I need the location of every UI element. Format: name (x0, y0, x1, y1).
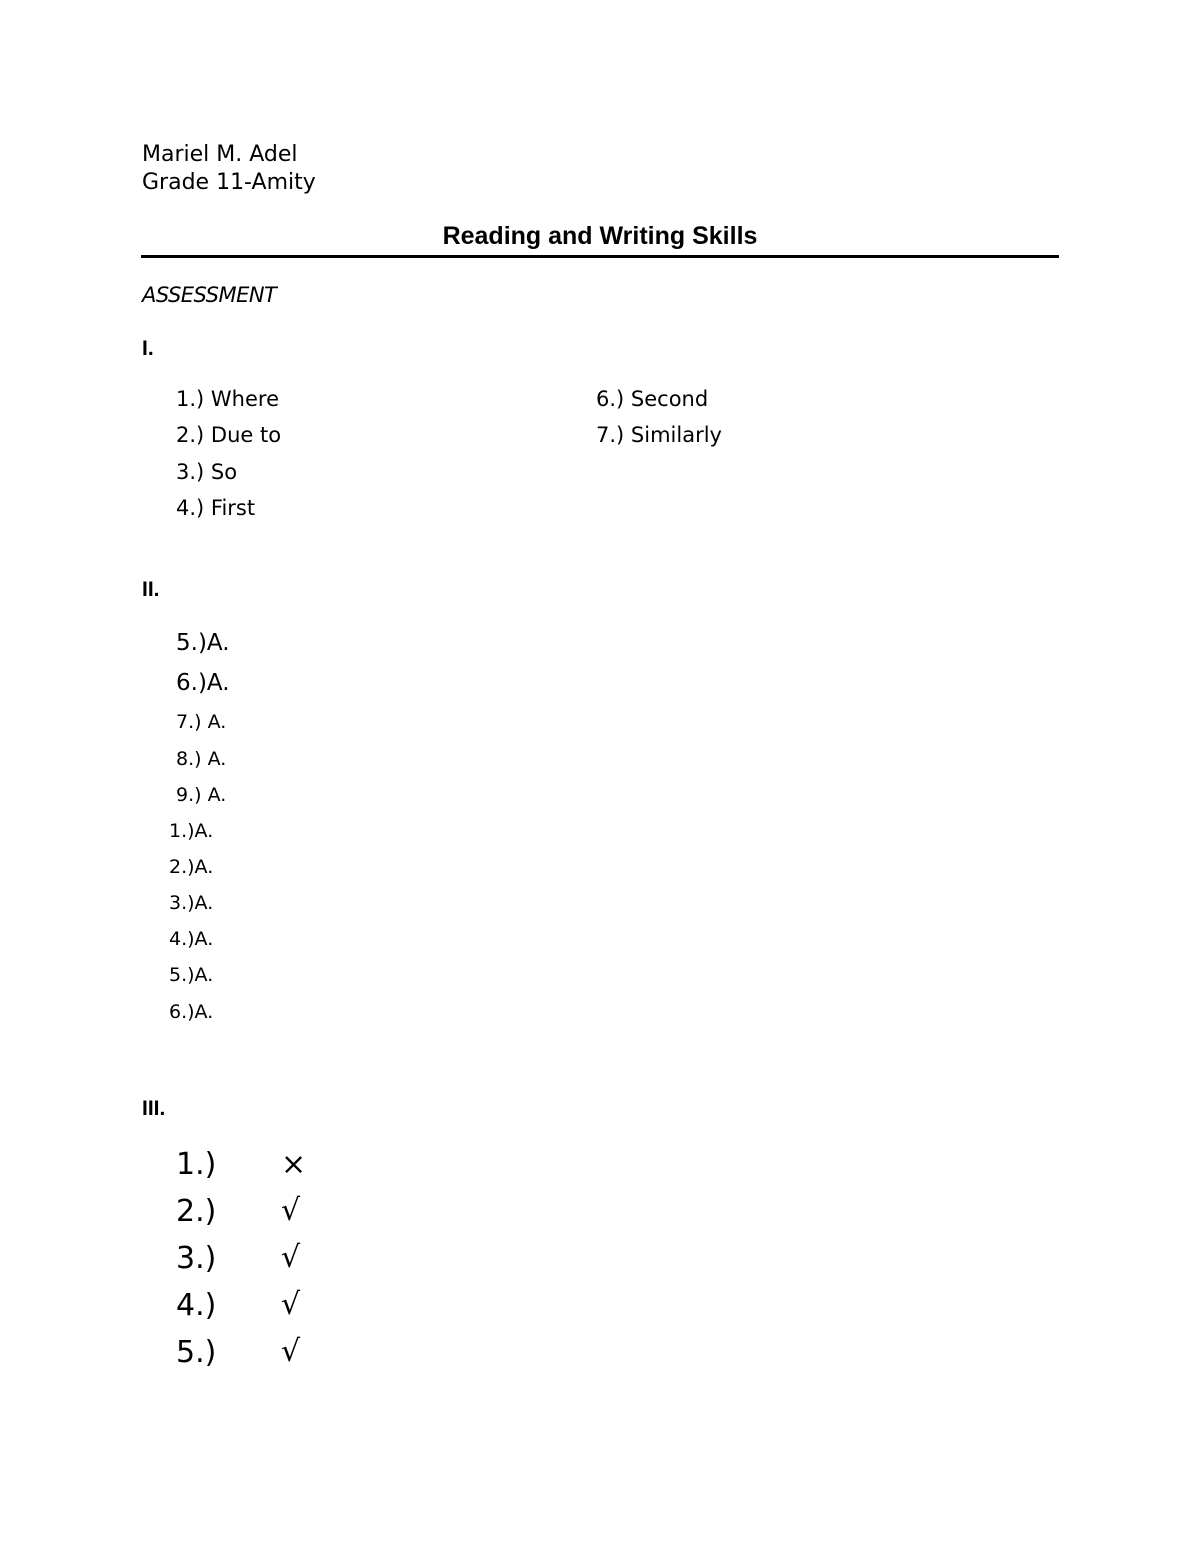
student-grade: Grade 11-Amity (142, 170, 316, 195)
list-item: 3.)A. (169, 892, 214, 914)
list-item: 2.) Due to (176, 423, 282, 447)
title-underline (141, 255, 1059, 258)
list-item: 4.) First (176, 496, 256, 520)
list-item: 1.) Where (176, 387, 279, 411)
list-item-number: 1.) (176, 1147, 217, 1182)
list-item: 3.) So (176, 460, 238, 484)
list-item: 1.)A. (169, 820, 214, 842)
list-item: 5.)A. (169, 964, 214, 986)
check-mark-icon: √ (281, 1334, 301, 1369)
section-3-label: III. (142, 1097, 166, 1120)
list-item-number: 3.) (176, 1241, 217, 1276)
section-1-label: I. (142, 337, 154, 360)
list-item-number: 5.) (176, 1335, 217, 1370)
cross-mark-icon: × (281, 1147, 307, 1182)
check-mark-icon: √ (281, 1193, 301, 1228)
list-item: 6.) Second (596, 387, 709, 411)
check-mark-icon: √ (281, 1287, 301, 1322)
list-item-number: 2.) (176, 1194, 217, 1229)
list-item: 8.) A. (176, 748, 227, 770)
assessment-heading: ASSESSMENT (142, 283, 277, 307)
list-item: 5.)A. (176, 630, 230, 656)
list-item: 6.)A. (176, 670, 230, 696)
list-item: 2.)A. (169, 856, 214, 878)
student-name: Mariel M. Adel (142, 142, 298, 167)
check-mark-icon: √ (281, 1240, 301, 1275)
list-item: 6.)A. (169, 1001, 214, 1023)
page-title: Reading and Writing Skills (442, 222, 758, 250)
list-item-number: 4.) (176, 1288, 217, 1323)
list-item: 4.)A. (169, 928, 214, 950)
list-item: 7.) A. (176, 711, 227, 733)
section-2-label: II. (142, 578, 160, 601)
list-item: 7.) Similarly (596, 423, 722, 447)
list-item: 9.) A. (176, 784, 227, 806)
